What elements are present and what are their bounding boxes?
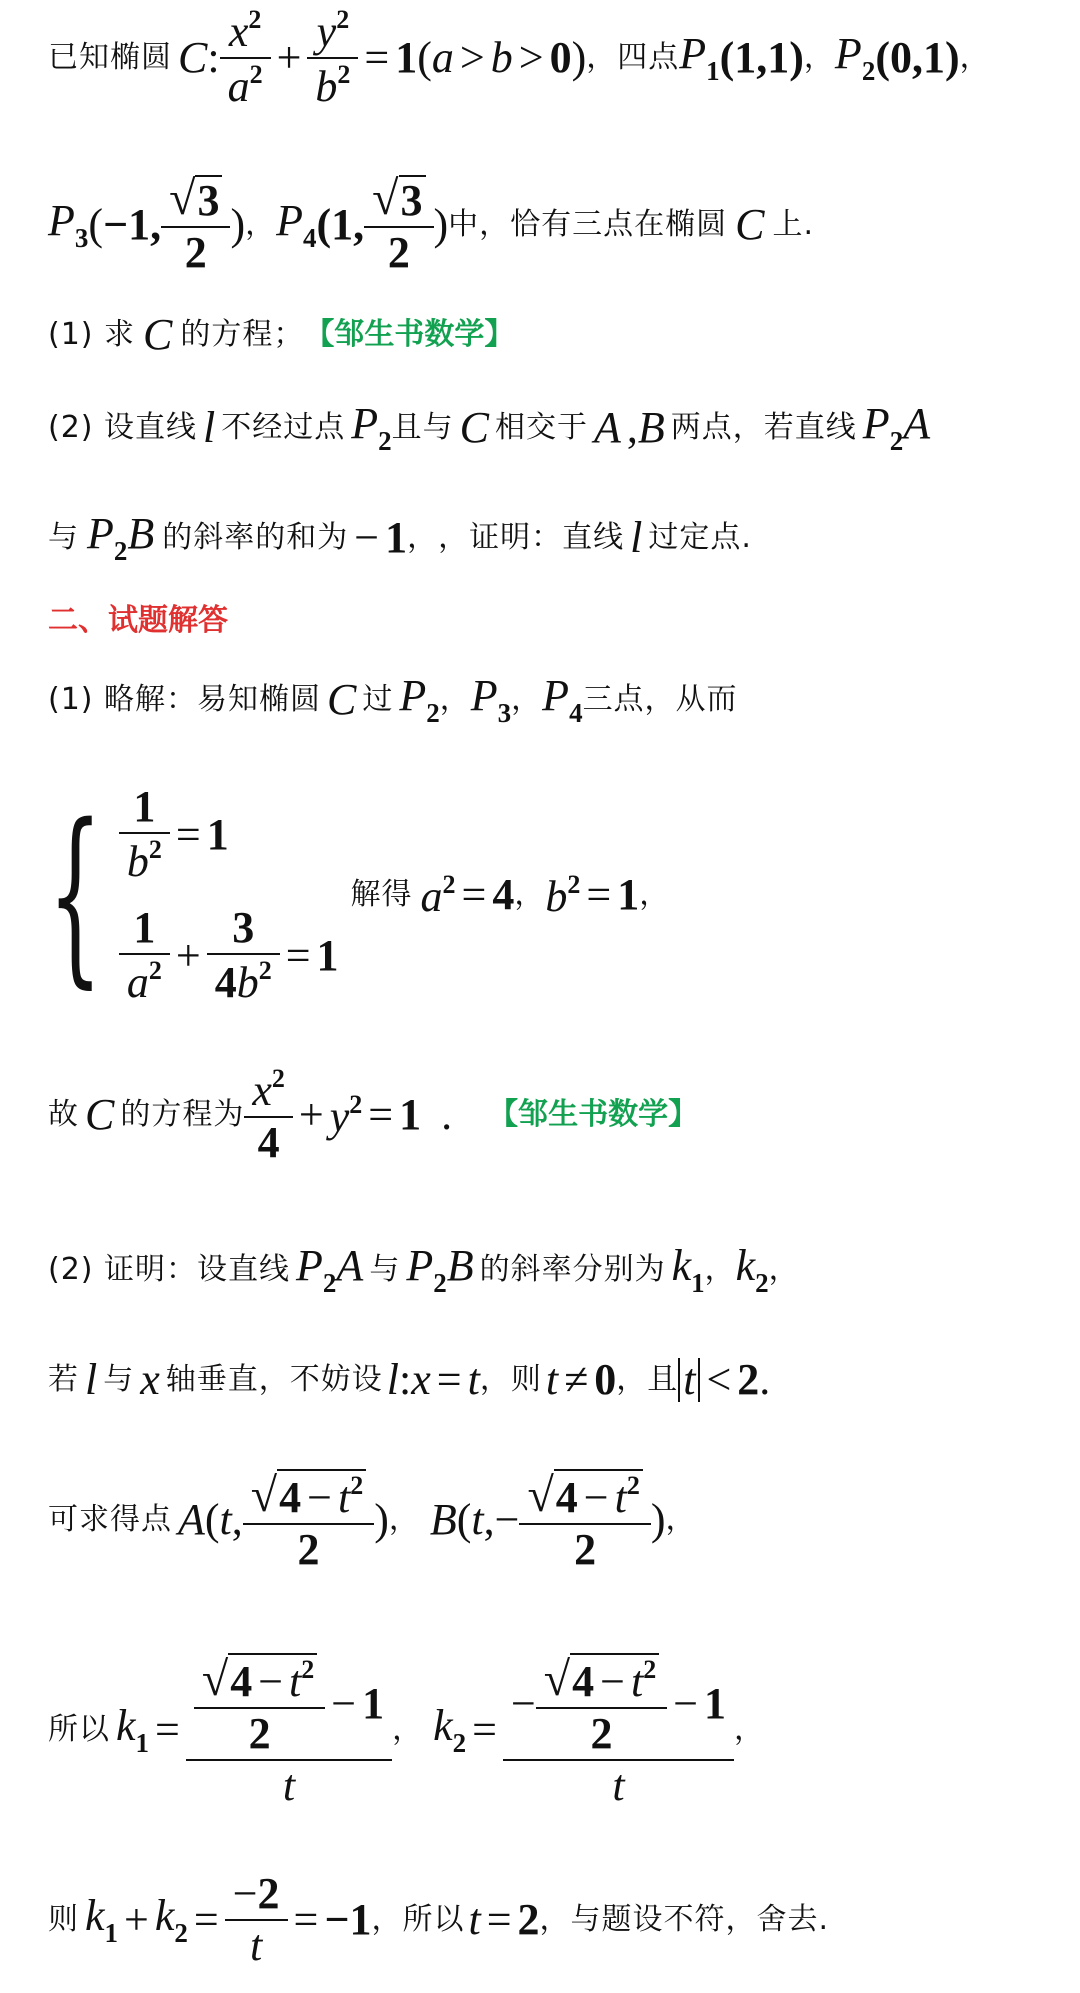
text: 已知椭圆 [48, 40, 172, 75]
ellipse-equation: 故 C 的方程为 $\frac{x^2}{4}$ + $y^2$ = 1 . 【邹生书数学】 [48, 1063, 699, 1167]
text: ，且 [616, 1362, 679, 1397]
solution-heading [48, 598, 228, 644]
text: 则 [48, 1902, 79, 1937]
text: 不经过点 [221, 410, 346, 445]
heading-text: 二、试题解答 [48, 603, 228, 638]
source-tag: 【邹生书数学】 [488, 1097, 699, 1132]
text: ， [439, 682, 471, 717]
problem-line-1: 已知椭圆 C : $\frac{x^2}{a^2}$ + $\frac{y^2}{b^2}$ = 1 ( a > b > 0 ) ，四点 $P_1$ (1,1) ， $P_2$ (0,1) ， [48, 5, 991, 111]
text: ，则 [479, 1362, 542, 1397]
text: 可求得点 [48, 1502, 172, 1537]
question-2-line-1: (2) 设直线 l 不经过点 $P_2$ 且与 C 相交于 A , B 两点，若直线 $P_2A$ [48, 398, 931, 456]
text: (1) 略解：易知椭圆 [48, 682, 322, 717]
text: 与 [369, 1252, 401, 1287]
text: 上. [772, 207, 815, 242]
text: 与 [48, 520, 79, 555]
source-tag: 【邹生书数学】 [304, 317, 515, 352]
text: ，证明：直线 [438, 520, 625, 555]
text: ，四点 [586, 40, 680, 75]
text: ， [511, 682, 543, 717]
text: 的斜率的和为 [162, 520, 349, 555]
text: 所以 [48, 1712, 110, 1747]
problem-line-2: $P_3$ ( −1, √ 3 2 ) ， $P_4$ (1, √ 3 2 ) 中，恰有三点在椭圆 C 上. [48, 172, 815, 277]
points-line: 可求得点 A ( t , √ $4 - t^2$ 2 ) ， B ( t ,− √ $4 - t^2$ 2 ) ， [48, 1468, 697, 1574]
text: 的方程为 [120, 1097, 245, 1132]
text: 两点，若直线 [670, 410, 857, 445]
solution-1-line: (1) 略解：易知椭圆 C 过 $P_2$ ， $P_3$ ， $P_4$ 三点，从而 [48, 670, 738, 728]
text: 故 [48, 1097, 79, 1132]
text: (1) 求 [48, 317, 136, 352]
brace: { [48, 784, 103, 1005]
text: (2) 证明：设直线 [48, 1252, 291, 1287]
text: 过 [362, 682, 394, 717]
slopes-line: 所以 $k_1$ = √ $4 - t^2$ 2 − 1 t ， $k_2$ = − √ $4 - t^2$ 2 − 1 t ， [48, 1652, 766, 1810]
text: 若 [48, 1362, 79, 1397]
final-line: 则 $k_1$ + $k_2$ = $\frac{-2}{t}$ = −1 ，所以 t = 2 ，与题设不符，舍去. [48, 1869, 830, 1970]
text: 的方程； [180, 317, 305, 352]
question-2-line-2: 与 $P_2B$ 的斜率的和为 − 1 ， ，证明：直线 l 过定点. [48, 508, 752, 566]
text: 相交于 [495, 410, 589, 445]
text: 中，恰有三点在椭圆 [448, 207, 728, 242]
solution-2-line: (2) 证明：设直线 $P_2A$ 与 $P_2B$ 的斜率分别为 $k_1$ ， $k_2$ ， [48, 1240, 800, 1298]
text: 解得 [350, 877, 413, 912]
text: 与 [103, 1362, 135, 1397]
vertical-case-line: 若 l 与 x 轴垂直，不妨设 l : x = t ，则 t ≠ 0 ，且 t < 2 . [48, 1355, 771, 1404]
text: 轴垂直，不妨设 [165, 1362, 383, 1397]
text: 三点，从而 [582, 682, 738, 717]
text: (2) 设直线 [48, 410, 198, 445]
text: 的斜率分别为 [479, 1252, 666, 1287]
equation-system: { $\frac{1}{b^2}$ = 1 $\frac{1}{a^2}$ + $\frac{3}{4b^2}$ = 1 解得 $a^2$ = 4 ， $b^2$ = 1 ， [48, 782, 671, 1007]
question-1: (1) 求 C 的方程； 【邹生书数学】 [48, 310, 515, 359]
text: ，所以 [371, 1902, 465, 1937]
text: 过定点. [648, 520, 752, 555]
text: 且与 [391, 410, 454, 445]
text: ，与题设不符，舍去. [539, 1902, 830, 1937]
